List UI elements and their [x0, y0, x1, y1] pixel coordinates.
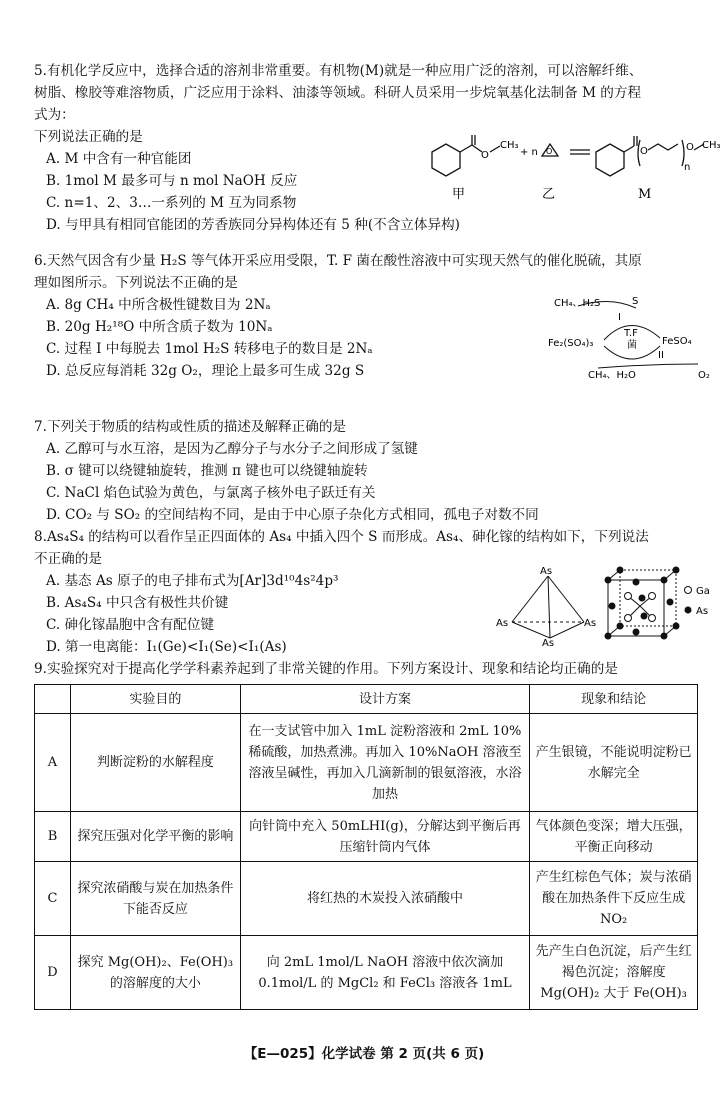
table-row: [35, 936, 698, 1010]
q8-stem-line2: 不正确的是: [34, 551, 102, 567]
question-7: [34, 416, 698, 526]
q5-epoxide-o: O: [546, 147, 553, 156]
legend-ga-marker: [685, 587, 692, 594]
header-result: 现象和结论: [530, 685, 698, 714]
q6-jun: 菌: [627, 340, 637, 351]
row-d-result: 先产生白色沉淀，后产生红褐色沉淀；溶解度 Mg(OH)₂ 大于 Fe(OH)₃: [530, 936, 698, 1010]
as4-atom-bottom: As: [542, 638, 555, 649]
legend-as-label: As: [696, 606, 709, 617]
row-d-design: 向 2mL 1mol/L NaOH 溶液中依次滴加 0.1mol/L 的 MgCl₂ 和 FeCl₃ 溶液各 1mL: [240, 936, 530, 1010]
q6-fe2so43: Fe₂(SO₄)₃: [548, 338, 594, 349]
q8-option-b: B. As₄S₄ 中只含有极性共价键: [46, 595, 229, 611]
q6-s-product: S: [632, 296, 639, 307]
as4-atom-right: As: [584, 618, 597, 629]
legend-as-marker: [685, 607, 692, 614]
benzene-ring-jia: [432, 144, 460, 176]
q5-plus-n: + n: [520, 147, 538, 158]
q6-ch4-h2s: CH₄、H₂S: [554, 298, 601, 309]
q8-option-d: D. 第一电离能：I₁(Ge)<I₁(Se)<I₁(As): [46, 639, 287, 655]
q8-option-a: A. 基态 As 原子的电子排布式为[Ar]3d¹⁰4s²4p³: [46, 573, 339, 589]
legend-ga-label: Ga: [696, 586, 710, 597]
row-c-purpose: 探究浓硝酸与炭在加热条件下能否反应: [70, 862, 240, 936]
q5-reaction-scheme: [412, 134, 721, 204]
as4-atom-left: As: [496, 618, 509, 629]
q5-prompt: 下列说法正确的是: [34, 129, 143, 145]
q5-option-c: C. n=1、2、3…一系列的 M 互为同系物: [46, 195, 297, 211]
q8-option-c: C. 砷化镓晶胞中含有配位键: [46, 617, 215, 633]
q6-feso4: FeSO₄: [662, 336, 692, 347]
q6-process-ii: II: [658, 350, 664, 361]
q7-option-d: D. CO₂ 与 SO₂ 的空间结构不同，是由于中心原子杂化方式相同，孤电子对数不同: [46, 507, 539, 523]
q7-stem: 7.下列关于物质的结构或性质的描述及解释正确的是: [34, 419, 347, 435]
q6-process-i: I: [618, 312, 621, 323]
q6-stem-line2: 理如图所示。下列说法不正确的是: [34, 275, 238, 291]
q5-n-subscript: n: [684, 162, 691, 173]
as4-atom-top: As: [540, 566, 553, 577]
q5-label-m: M: [638, 187, 652, 202]
q5-stem-line1: 5.有机化学反应中，选择合适的溶剂非常重要。有机物(M)就是一种应用广泛的溶剂，可以溶解纤维、: [34, 63, 643, 79]
q5-stem-line3: 式为：: [34, 107, 75, 123]
q7-option-c: C. NaCl 焰色试验为黄色，与氯离子核外电子跃迁有关: [46, 485, 376, 501]
row-a-result: 产生银镜，不能说明淀粉已水解完全: [530, 714, 698, 812]
q7-option-b: B. σ 键可以绕键轴旋转，推测 π 键也可以绕键轴旋转: [46, 463, 368, 479]
q9-stem: 9.实验探究对于提高化学学科素养起到了非常关键的作用。下列方案设计、现象和结论均正确的是: [34, 661, 618, 677]
row-b-key: B: [35, 812, 71, 862]
question-9: [34, 658, 698, 680]
row-c-result: 产生红棕色气体；炭与浓硝酸在加热条件下反应生成 NO₂: [530, 862, 698, 936]
page-footer: 【E—025】化学试卷 第 2 页(共 6 页): [243, 1046, 485, 1062]
header-blank: [35, 685, 71, 714]
q6-ch4-h2o: CH₄、H₂O: [588, 370, 636, 381]
q5-stem-line2: 树脂、橡胶等难溶物质，广泛应用于涂料、油漆等领域。科研人员采用一步烷氧基化法制备 M 的方程: [34, 85, 642, 101]
benzene-ring-m: [596, 144, 624, 176]
table-header-row: [35, 685, 698, 714]
row-a-key: A: [35, 714, 71, 812]
q9-experiment-table: [34, 684, 698, 1010]
q7-option-a: A. 乙醇可与水互溶，是因为乙醇分子与水分子之间形成了氢键: [46, 441, 418, 457]
q5-label-yi: 乙: [542, 187, 556, 202]
row-d-purpose: 探究 Mg(OH)₂、Fe(OH)₃ 的溶解度的大小: [70, 936, 240, 1010]
row-d-key: D: [35, 936, 71, 1010]
q5-ch3-label-2: CH₃: [702, 140, 721, 151]
table-row: [35, 714, 698, 812]
q6-option-a: A. 8g CH₄ 中所含极性键数目为 2Nₐ: [46, 297, 271, 313]
q6-o2: O₂: [698, 370, 710, 381]
q8-as4-tetrahedron: [494, 566, 600, 649]
row-a-design: 在一支试管中加入 1mL 淀粉溶液和 2mL 10%稀硫酸，加热煮沸。再加入 10%NaOH 溶液至溶液呈碱性，再加入几滴新制的银氨溶液，水浴加热: [240, 714, 530, 812]
q5-ch3-label-1: CH₃: [500, 140, 519, 151]
q8-gaas-unit-cell: [604, 566, 716, 646]
q5-option-a: A. M 中含有一种官能团: [46, 151, 192, 167]
header-design: 设计方案: [240, 685, 530, 714]
q5-o-label-3: O: [686, 142, 694, 153]
table-row: [35, 812, 698, 862]
row-b-result: 气体颜色变深；增大压强，平衡正向移动: [530, 812, 698, 862]
q5-option-d: D. 与甲具有相同官能团的芳香族同分异构体还有 5 种(不含立体异构): [46, 217, 460, 233]
row-a-purpose: 判断淀粉的水解程度: [70, 714, 240, 812]
table-row: [35, 862, 698, 936]
q5-o-label-2: O: [640, 146, 648, 157]
q5-o-label-1: O: [481, 150, 489, 161]
row-b-purpose: 探究压强对化学平衡的影响: [70, 812, 240, 862]
row-b-design: 向针筒中充入 50mLHI(g)，分解达到平衡后再压缩针筒内气体: [240, 812, 530, 862]
q6-option-b: B. 20g H₂¹⁸O 中所含质子数为 10Nₐ: [46, 319, 273, 335]
q6-option-d: D. 总反应每消耗 32g O₂，理论上最多可生成 32g S: [46, 363, 365, 379]
q6-option-c: C. 过程 I 中每脱去 1mol H₂S 转移电子的数目是 2Nₐ: [46, 341, 373, 357]
row-c-key: C: [35, 862, 71, 936]
q6-tf: T.F: [624, 328, 638, 339]
q5-option-b: B. 1mol M 最多可与 n mol NaOH 反应: [46, 173, 298, 189]
q8-stem-line1: 8.As₄S₄ 的结构可以看作呈正四面体的 As₄ 中插入四个 S 而形成。As₄、砷化镓的结构如下，下列说法: [34, 529, 649, 545]
header-purpose: 实验目的: [70, 685, 240, 714]
row-c-design: 将红热的木炭投入浓硝酸中: [240, 862, 530, 936]
arrow-process-ii: [598, 364, 698, 368]
q6-desulfurization-cycle: [548, 292, 716, 382]
q6-stem-line1: 6.天然气因含有少量 H₂S 等气体开采应用受限，T. F 菌在酸性溶液中可实现天然气的催化脱硫，其原: [34, 253, 642, 269]
q5-label-jia: 甲: [452, 187, 466, 202]
